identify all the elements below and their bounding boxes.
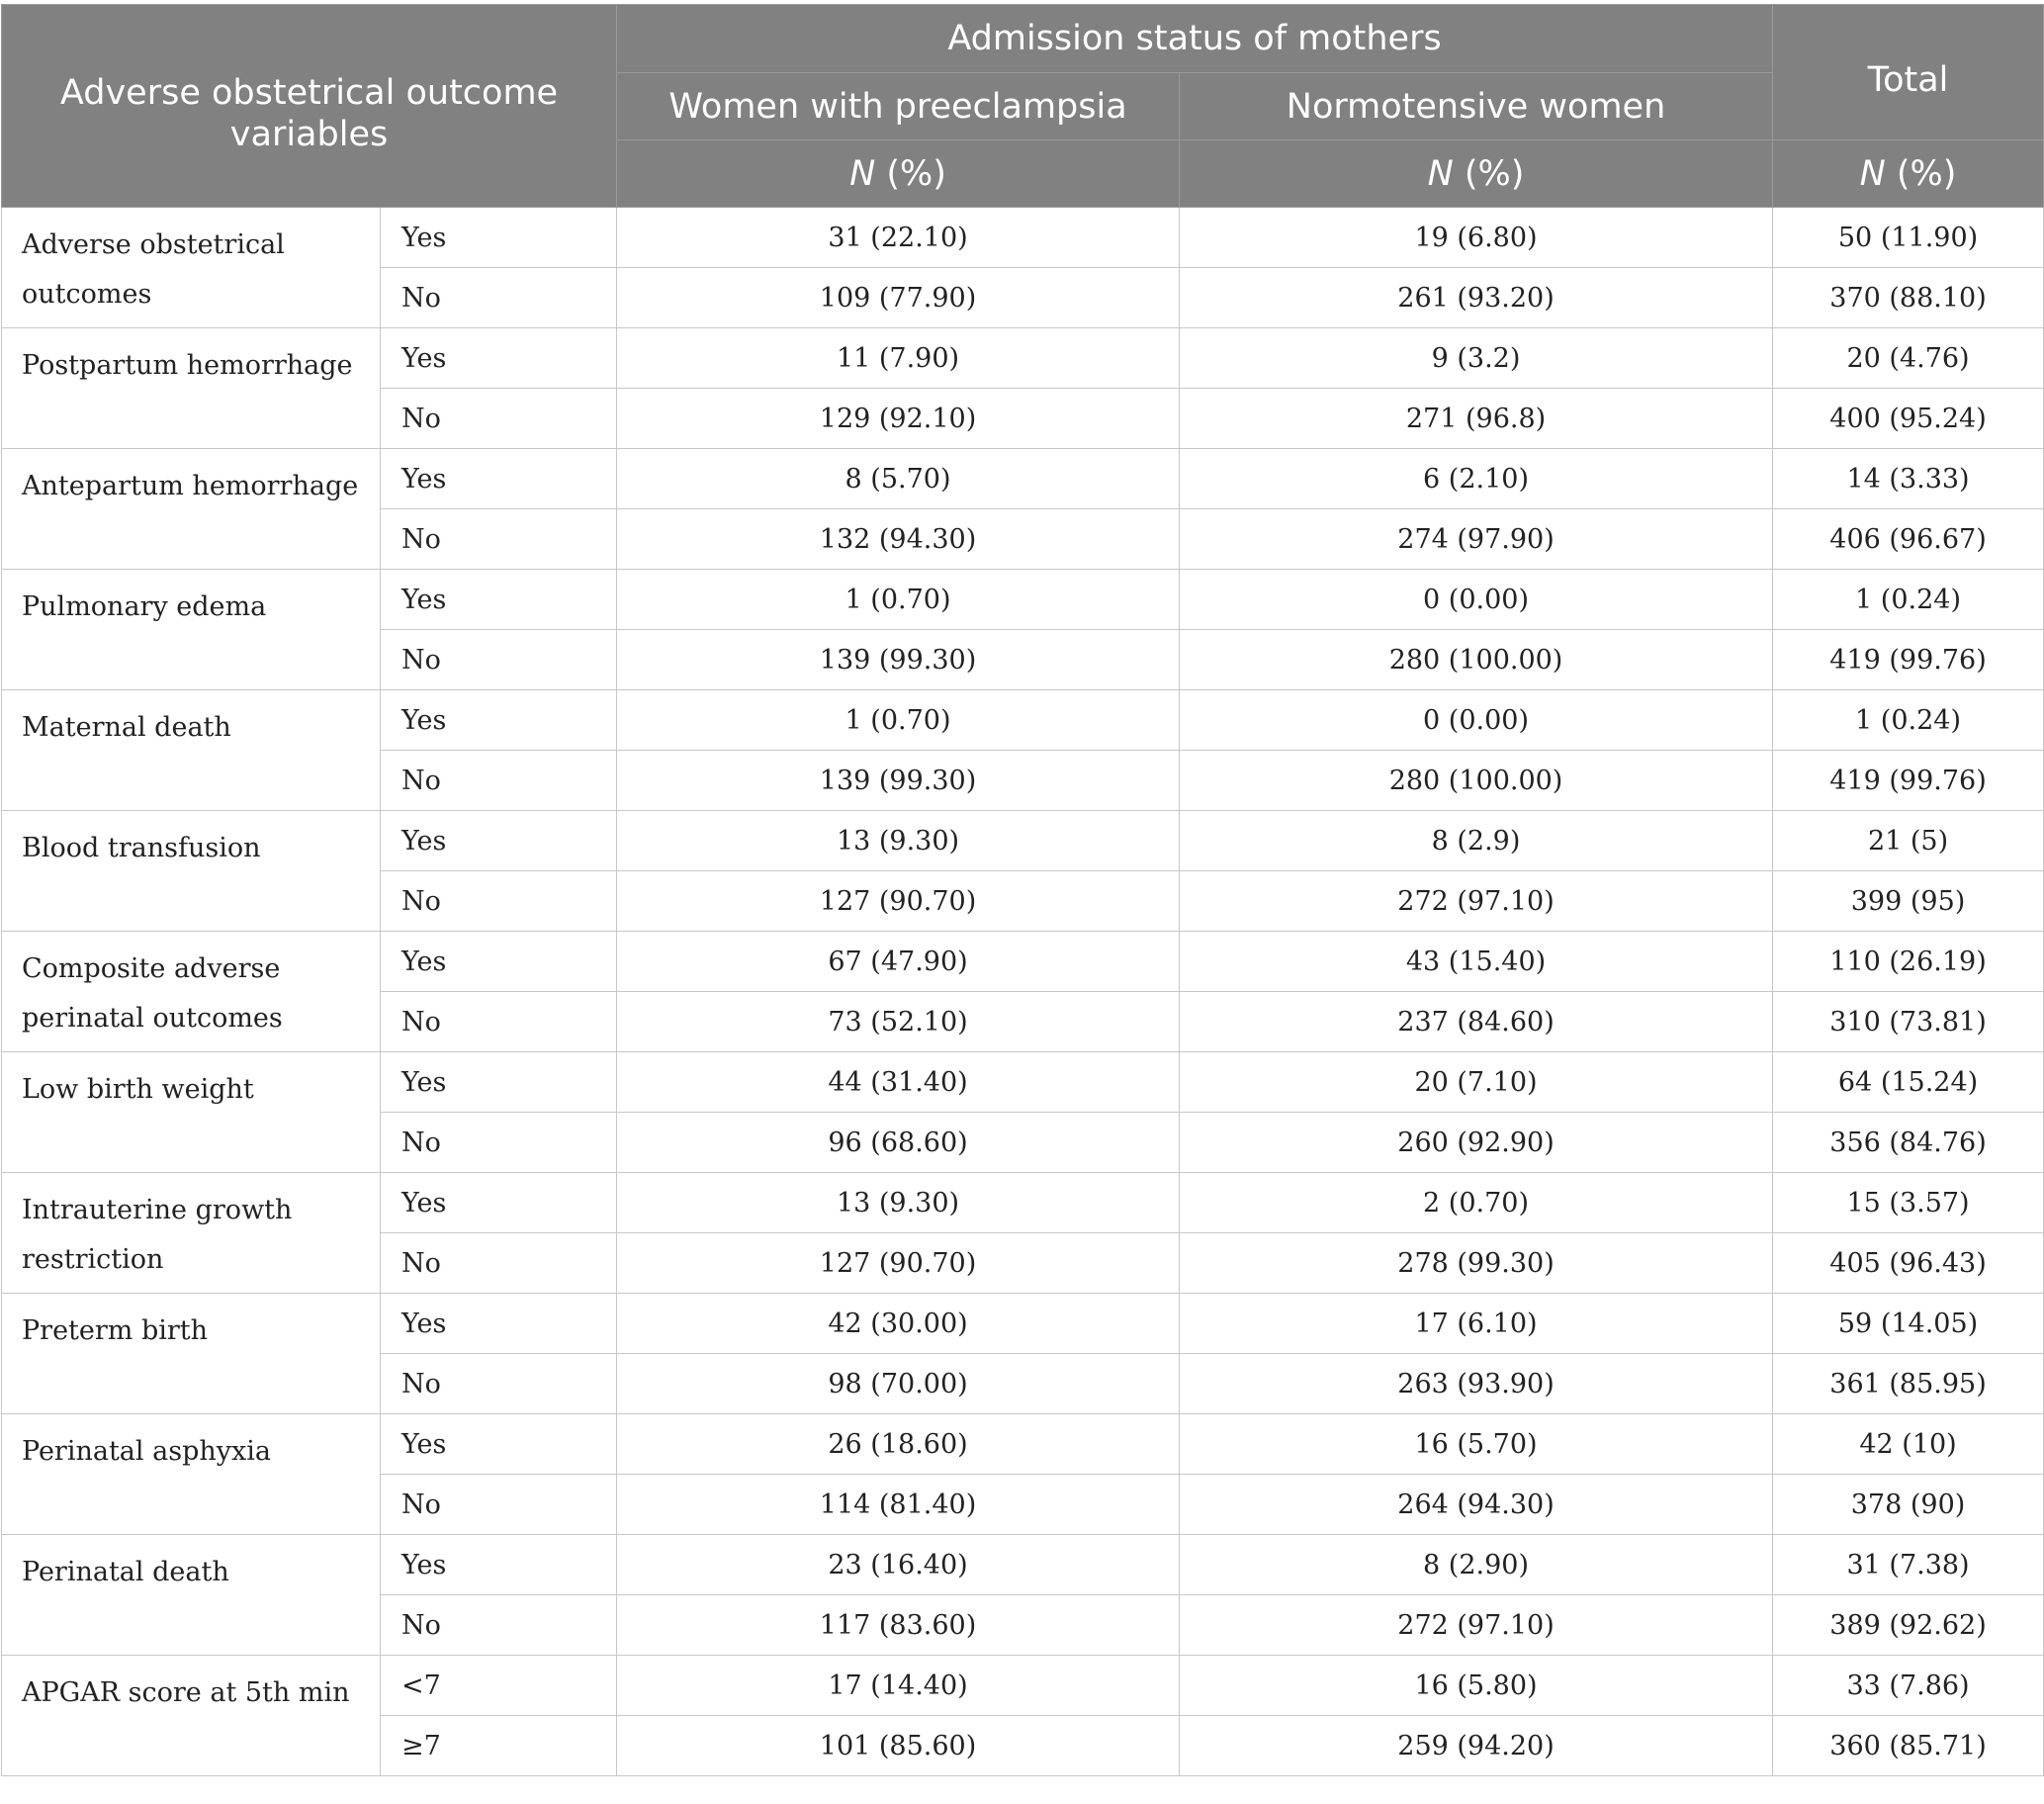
total-cell: 360 (85.71): [1773, 1716, 2044, 1776]
preeclampsia-cell: 117 (83.60): [617, 1595, 1180, 1656]
total-cell: 356 (84.76): [1773, 1113, 2044, 1173]
normotensive-cell: 19 (6.80): [1180, 208, 1773, 268]
preeclampsia-cell: 17 (14.40): [617, 1656, 1180, 1716]
total-cell: 33 (7.86): [1773, 1656, 2044, 1716]
normotensive-cell: 43 (15.40): [1180, 932, 1773, 992]
normotensive-cell: 2 (0.70): [1180, 1173, 1773, 1233]
category-cell: No: [381, 1475, 617, 1535]
preeclampsia-cell: 44 (31.40): [617, 1052, 1180, 1113]
header-pct-label: (%): [1885, 153, 1957, 194]
normotensive-cell: 8 (2.90): [1180, 1535, 1773, 1595]
normotensive-cell: 20 (7.10): [1180, 1052, 1773, 1113]
category-cell: No: [381, 509, 617, 570]
header-total: Total: [1773, 5, 2044, 140]
preeclampsia-cell: 1 (0.70): [617, 570, 1180, 630]
total-cell: 20 (4.76): [1773, 328, 2044, 389]
category-cell: No: [381, 1595, 617, 1656]
preeclampsia-cell: 23 (16.40): [617, 1535, 1180, 1595]
variable-cell: Composite adverse perinatal outcomes: [2, 932, 381, 1052]
table-row: [2, 811, 2044, 871]
variable-cell: Intrauterine growth restriction: [2, 1173, 381, 1294]
category-cell: No: [381, 992, 617, 1052]
header-pct-label: (%): [875, 153, 946, 194]
normotensive-cell: 17 (6.10): [1180, 1294, 1773, 1354]
normotensive-cell: 264 (94.30): [1180, 1475, 1773, 1535]
variable-cell: Antepartum hemorrhage: [2, 449, 381, 570]
preeclampsia-cell: 1 (0.70): [617, 690, 1180, 751]
normotensive-cell: 0 (0.00): [1180, 690, 1773, 751]
preeclampsia-cell: 13 (9.30): [617, 811, 1180, 871]
normotensive-cell: 261 (93.20): [1180, 268, 1773, 328]
variable-cell: Perinatal death: [2, 1535, 381, 1656]
total-cell: 389 (92.62): [1773, 1595, 2044, 1656]
preeclampsia-cell: 127 (90.70): [617, 1233, 1180, 1294]
total-cell: 1 (0.24): [1773, 690, 2044, 751]
table-row: [2, 1414, 2044, 1475]
category-cell: Yes: [381, 690, 617, 751]
category-cell: Yes: [381, 932, 617, 992]
preeclampsia-cell: 8 (5.70): [617, 449, 1180, 509]
normotensive-cell: 9 (3.2): [1180, 328, 1773, 389]
variable-cell: Blood transfusion: [2, 811, 381, 932]
variable-cell: Low birth weight: [2, 1052, 381, 1173]
normotensive-cell: 237 (84.60): [1180, 992, 1773, 1052]
table-row: [2, 570, 2044, 630]
header-pct-label: (%): [1453, 153, 1525, 194]
table-row: [2, 1052, 2044, 1113]
table-row: [2, 328, 2044, 389]
category-cell: No: [381, 1233, 617, 1294]
normotensive-cell: 0 (0.00): [1180, 570, 1773, 630]
table-row: [2, 1535, 2044, 1595]
normotensive-cell: 263 (93.90): [1180, 1354, 1773, 1414]
category-cell: No: [381, 630, 617, 690]
normotensive-cell: 280 (100.00): [1180, 751, 1773, 811]
header-admission-status: Admission status of mothers: [617, 5, 1773, 73]
total-cell: 14 (3.33): [1773, 449, 2044, 509]
category-cell: Yes: [381, 1173, 617, 1233]
preeclampsia-cell: 98 (70.00): [617, 1354, 1180, 1414]
preeclampsia-cell: 11 (7.90): [617, 328, 1180, 389]
total-cell: 406 (96.67): [1773, 509, 2044, 570]
normotensive-cell: 260 (92.90): [1180, 1113, 1773, 1173]
preeclampsia-cell: 26 (18.60): [617, 1414, 1180, 1475]
category-cell: Yes: [381, 1052, 617, 1113]
total-cell: 419 (99.76): [1773, 751, 2044, 811]
header-preeclampsia: Women with preeclampsia: [617, 73, 1180, 140]
table-body: [2, 208, 2044, 1776]
total-cell: 21 (5): [1773, 811, 2044, 871]
category-cell: Yes: [381, 449, 617, 509]
category-cell: No: [381, 751, 617, 811]
normotensive-cell: 16 (5.70): [1180, 1414, 1773, 1475]
variable-cell: Pulmonary edema: [2, 570, 381, 690]
header-n-percent-total: [1773, 140, 2044, 208]
category-cell: No: [381, 389, 617, 449]
variable-cell: Adverse obstetrical outcomes: [2, 208, 381, 328]
preeclampsia-cell: 114 (81.40): [617, 1475, 1180, 1535]
normotensive-cell: 280 (100.00): [1180, 630, 1773, 690]
total-cell: 405 (96.43): [1773, 1233, 2044, 1294]
preeclampsia-cell: 139 (99.30): [617, 630, 1180, 690]
normotensive-cell: 16 (5.80): [1180, 1656, 1773, 1716]
total-cell: 310 (73.81): [1773, 992, 2044, 1052]
total-cell: 378 (90): [1773, 1475, 2044, 1535]
normotensive-cell: 6 (2.10): [1180, 449, 1773, 509]
preeclampsia-cell: 139 (99.30): [617, 751, 1180, 811]
header-variable: Adverse obstetrical outcome variables: [2, 5, 617, 208]
table-row: [2, 449, 2044, 509]
total-cell: 15 (3.57): [1773, 1173, 2044, 1233]
total-cell: 59 (14.05): [1773, 1294, 2044, 1354]
outcomes-table: [1, 4, 2044, 1776]
header-n-label: N: [1859, 153, 1886, 194]
preeclampsia-cell: 13 (9.30): [617, 1173, 1180, 1233]
table-row: [2, 1173, 2044, 1233]
normotensive-cell: 259 (94.20): [1180, 1716, 1773, 1776]
header-normotensive: Normotensive women: [1180, 73, 1773, 140]
preeclampsia-cell: 67 (47.90): [617, 932, 1180, 992]
normotensive-cell: 8 (2.9): [1180, 811, 1773, 871]
total-cell: 400 (95.24): [1773, 389, 2044, 449]
header-n-percent-preeclampsia: [617, 140, 1180, 208]
total-cell: 42 (10): [1773, 1414, 2044, 1475]
category-cell: No: [381, 1113, 617, 1173]
normotensive-cell: 272 (97.10): [1180, 871, 1773, 932]
total-cell: 370 (88.10): [1773, 268, 2044, 328]
preeclampsia-cell: 96 (68.60): [617, 1113, 1180, 1173]
preeclampsia-cell: 31 (22.10): [617, 208, 1180, 268]
total-cell: 419 (99.76): [1773, 630, 2044, 690]
total-cell: 64 (15.24): [1773, 1052, 2044, 1113]
total-cell: 361 (85.95): [1773, 1354, 2044, 1414]
table-row: [2, 932, 2044, 992]
preeclampsia-cell: 73 (52.10): [617, 992, 1180, 1052]
total-cell: 1 (0.24): [1773, 570, 2044, 630]
preeclampsia-cell: 101 (85.60): [617, 1716, 1180, 1776]
variable-cell: APGAR score at 5th min: [2, 1656, 381, 1776]
table-row: [2, 208, 2044, 268]
category-cell: No: [381, 871, 617, 932]
table-row: [2, 1294, 2044, 1354]
normotensive-cell: 272 (97.10): [1180, 1595, 1773, 1656]
normotensive-cell: 274 (97.90): [1180, 509, 1773, 570]
category-cell: Yes: [381, 1535, 617, 1595]
category-cell: Yes: [381, 1294, 617, 1354]
total-cell: 50 (11.90): [1773, 208, 2044, 268]
variable-cell: Postpartum hemorrhage: [2, 328, 381, 449]
header-n-percent-normotensive: [1180, 140, 1773, 208]
preeclampsia-cell: 127 (90.70): [617, 871, 1180, 932]
header-n-label: N: [1427, 153, 1454, 194]
variable-cell: Maternal death: [2, 690, 381, 811]
table-row: [2, 690, 2044, 751]
total-cell: 110 (26.19): [1773, 932, 2044, 992]
category-cell: Yes: [381, 328, 617, 389]
preeclampsia-cell: 132 (94.30): [617, 509, 1180, 570]
category-cell: Yes: [381, 208, 617, 268]
normotensive-cell: 271 (96.8): [1180, 389, 1773, 449]
category-cell: No: [381, 268, 617, 328]
category-cell: <7: [381, 1656, 617, 1716]
preeclampsia-cell: 109 (77.90): [617, 268, 1180, 328]
category-cell: No: [381, 1354, 617, 1414]
category-cell: ≥7: [381, 1716, 617, 1776]
preeclampsia-cell: 42 (30.00): [617, 1294, 1180, 1354]
total-cell: 399 (95): [1773, 871, 2044, 932]
category-cell: Yes: [381, 570, 617, 630]
table-header: [2, 5, 2044, 208]
preeclampsia-cell: 129 (92.10): [617, 389, 1180, 449]
variable-cell: Preterm birth: [2, 1294, 381, 1414]
table-row: [2, 1656, 2044, 1716]
total-cell: 31 (7.38): [1773, 1535, 2044, 1595]
normotensive-cell: 278 (99.30): [1180, 1233, 1773, 1294]
category-cell: Yes: [381, 811, 617, 871]
category-cell: Yes: [381, 1414, 617, 1475]
variable-cell: Perinatal asphyxia: [2, 1414, 381, 1535]
header-n-label: N: [849, 153, 876, 194]
